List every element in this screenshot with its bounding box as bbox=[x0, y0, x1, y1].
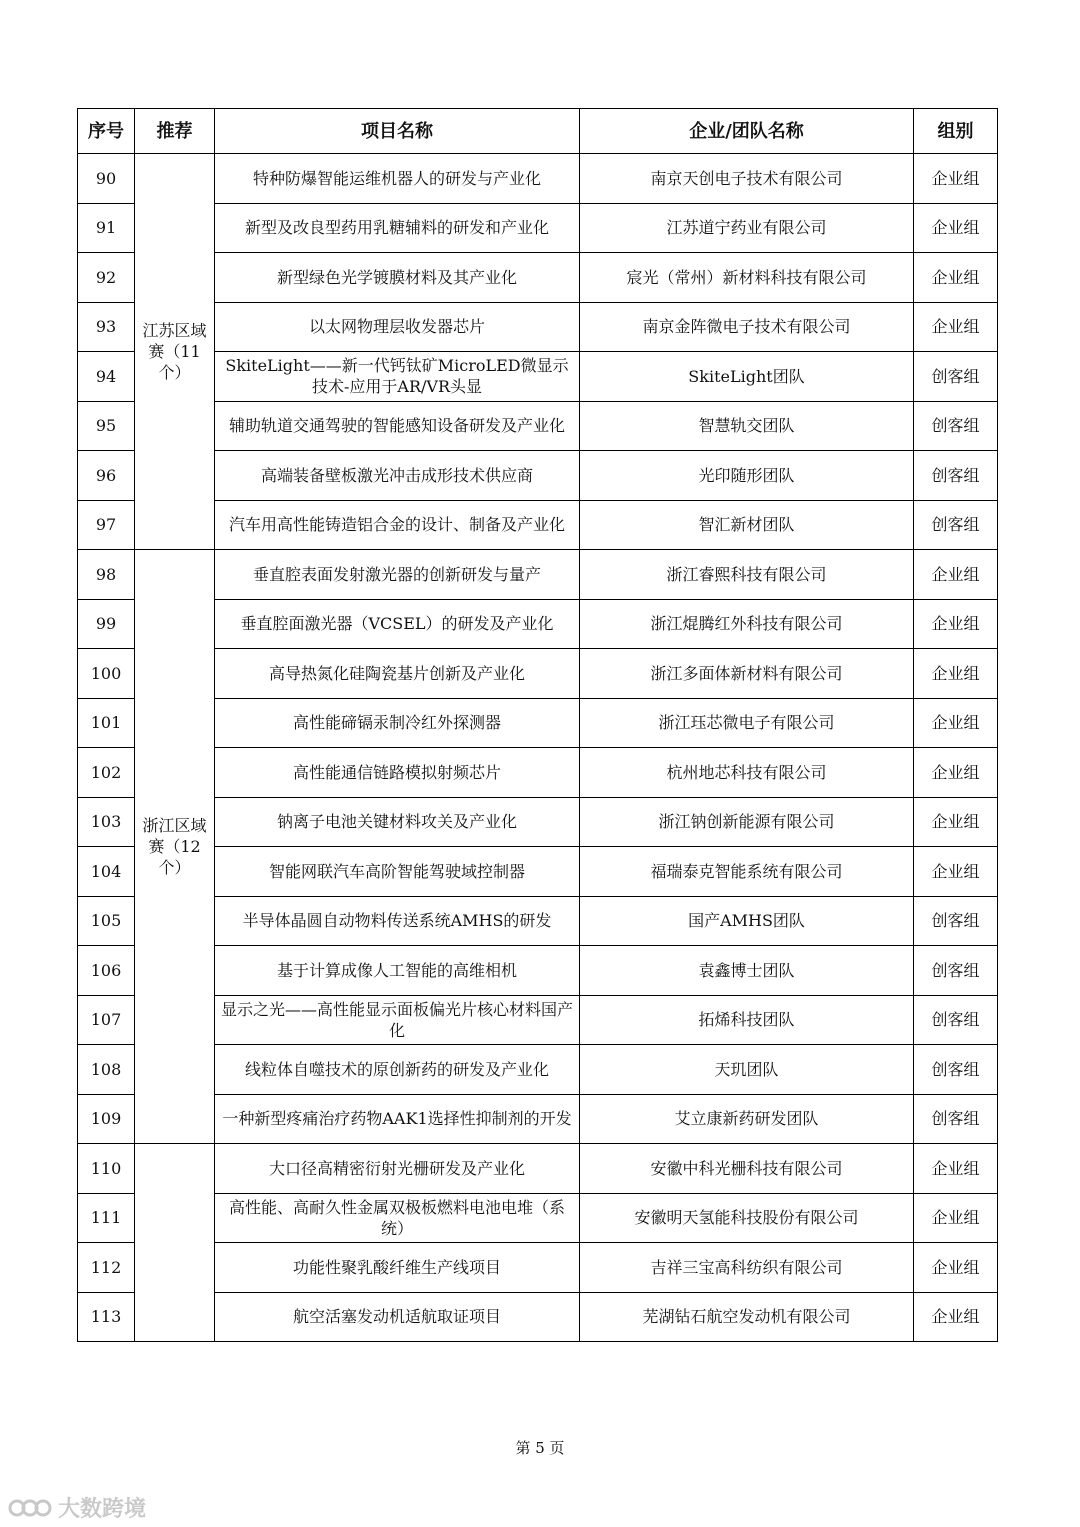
cell-project-name: 线粒体自噬技术的原创新药的研发及产业化 bbox=[215, 1045, 580, 1095]
cell-category: 企业组 bbox=[914, 797, 998, 847]
cell-project-name: 高性能、高耐久性金属双极板燃料电池电堆（系统） bbox=[215, 1193, 580, 1243]
cell-org-name: 南京天创电子技术有限公司 bbox=[580, 154, 914, 204]
cell-category: 创客组 bbox=[914, 1094, 998, 1144]
cell-org-name: 浙江焜腾红外科技有限公司 bbox=[580, 599, 914, 649]
cell-project-name: 辅助轨道交通驾驶的智能感知设备研发及产业化 bbox=[215, 401, 580, 451]
cell-project-name: 高导热氮化硅陶瓷基片创新及产业化 bbox=[215, 649, 580, 699]
table-header-row bbox=[78, 109, 998, 154]
cell-project-name: 垂直腔表面发射激光器的创新研发与量产 bbox=[215, 550, 580, 600]
table-row bbox=[78, 946, 998, 996]
cell-project-name: 垂直腔面激光器（VCSEL）的研发及产业化 bbox=[215, 599, 580, 649]
cell-project-name: 智能网联汽车高阶智能驾驶域控制器 bbox=[215, 847, 580, 897]
cell-category: 企业组 bbox=[914, 698, 998, 748]
table-row bbox=[78, 797, 998, 847]
table-row bbox=[78, 352, 998, 402]
table-row bbox=[78, 1094, 998, 1144]
cell-category: 企业组 bbox=[914, 1292, 998, 1342]
cell-serial: 98 bbox=[78, 550, 135, 600]
cell-org-name: 智汇新材团队 bbox=[580, 500, 914, 550]
project-table bbox=[77, 108, 998, 1342]
cell-serial: 101 bbox=[78, 698, 135, 748]
table-row bbox=[78, 1144, 998, 1194]
cell-serial: 111 bbox=[78, 1193, 135, 1243]
cell-category: 创客组 bbox=[914, 995, 998, 1045]
cell-project-name: 航空活塞发动机适航取证项目 bbox=[215, 1292, 580, 1342]
cell-serial: 91 bbox=[78, 203, 135, 253]
cell-category: 创客组 bbox=[914, 500, 998, 550]
table-row bbox=[78, 847, 998, 897]
table-row bbox=[78, 500, 998, 550]
cell-project-name: 特种防爆智能运维机器人的研发与产业化 bbox=[215, 154, 580, 204]
cell-category: 创客组 bbox=[914, 1045, 998, 1095]
cell-category: 企业组 bbox=[914, 302, 998, 352]
watermark-logo-icon bbox=[8, 1496, 52, 1520]
cell-project-name: 基于计算成像人工智能的高维相机 bbox=[215, 946, 580, 996]
table-row bbox=[78, 649, 998, 699]
cell-serial: 103 bbox=[78, 797, 135, 847]
header-category: 组别 bbox=[914, 109, 998, 154]
cell-project-name: 高性能通信链路模拟射频芯片 bbox=[215, 748, 580, 798]
cell-category: 创客组 bbox=[914, 401, 998, 451]
cell-category: 创客组 bbox=[914, 352, 998, 402]
cell-category: 创客组 bbox=[914, 451, 998, 501]
table-row bbox=[78, 253, 998, 303]
cell-project-name: 半导体晶圆自动物料传送系统AMHS的研发 bbox=[215, 896, 580, 946]
cell-org-name: 袁鑫博士团队 bbox=[580, 946, 914, 996]
cell-serial: 97 bbox=[78, 500, 135, 550]
table-row bbox=[78, 698, 998, 748]
cell-project-name: 新型及改良型药用乳糖辅料的研发和产业化 bbox=[215, 203, 580, 253]
cell-org-name: 艾立康新药研发团队 bbox=[580, 1094, 914, 1144]
cell-serial: 105 bbox=[78, 896, 135, 946]
table-row bbox=[78, 1045, 998, 1095]
cell-serial: 94 bbox=[78, 352, 135, 402]
cell-project-name: 高性能碲镉汞制冷红外探测器 bbox=[215, 698, 580, 748]
table-row bbox=[78, 1292, 998, 1342]
cell-org-name: 浙江珏芯微电子有限公司 bbox=[580, 698, 914, 748]
header-recommend: 推荐 bbox=[135, 109, 215, 154]
table-row bbox=[78, 154, 998, 204]
cell-serial: 95 bbox=[78, 401, 135, 451]
cell-project-name: 显示之光——高性能显示面板偏光片核心材料国产化 bbox=[215, 995, 580, 1045]
table-row bbox=[78, 1193, 998, 1243]
cell-serial: 96 bbox=[78, 451, 135, 501]
cell-project-name: 高端装备壁板激光冲击成形技术供应商 bbox=[215, 451, 580, 501]
cell-category: 企业组 bbox=[914, 1243, 998, 1293]
cell-project-name: 功能性聚乳酸纤维生产线项目 bbox=[215, 1243, 580, 1293]
table-row bbox=[78, 550, 998, 600]
table-row bbox=[78, 302, 998, 352]
cell-category: 企业组 bbox=[914, 550, 998, 600]
cell-recommend-group: 浙江区域赛（12个） bbox=[135, 550, 215, 1144]
header-project-name: 项目名称 bbox=[215, 109, 580, 154]
cell-project-name: 新型绿色光学镀膜材料及其产业化 bbox=[215, 253, 580, 303]
watermark bbox=[8, 1492, 146, 1523]
cell-org-name: 光印随形团队 bbox=[580, 451, 914, 501]
cell-serial: 106 bbox=[78, 946, 135, 996]
cell-project-name: 大口径高精密衍射光栅研发及产业化 bbox=[215, 1144, 580, 1194]
cell-project-name: 汽车用高性能铸造铝合金的设计、制备及产业化 bbox=[215, 500, 580, 550]
cell-category: 企业组 bbox=[914, 154, 998, 204]
cell-recommend-group bbox=[135, 1144, 215, 1342]
cell-org-name: 智慧轨交团队 bbox=[580, 401, 914, 451]
table-row bbox=[78, 748, 998, 798]
cell-category: 企业组 bbox=[914, 649, 998, 699]
cell-org-name: 福瑞泰克智能系统有限公司 bbox=[580, 847, 914, 897]
cell-serial: 112 bbox=[78, 1243, 135, 1293]
cell-org-name: 国产AMHS团队 bbox=[580, 896, 914, 946]
cell-category: 企业组 bbox=[914, 1144, 998, 1194]
cell-category: 企业组 bbox=[914, 1193, 998, 1243]
cell-org-name: 芜湖钻石航空发动机有限公司 bbox=[580, 1292, 914, 1342]
cell-serial: 90 bbox=[78, 154, 135, 204]
cell-category: 企业组 bbox=[914, 748, 998, 798]
cell-org-name: 南京金阵微电子技术有限公司 bbox=[580, 302, 914, 352]
cell-org-name: 浙江睿熙科技有限公司 bbox=[580, 550, 914, 600]
cell-serial: 110 bbox=[78, 1144, 135, 1194]
table-row bbox=[78, 995, 998, 1045]
cell-category: 创客组 bbox=[914, 946, 998, 996]
cell-org-name: 杭州地芯科技有限公司 bbox=[580, 748, 914, 798]
cell-org-name: SkiteLight团队 bbox=[580, 352, 914, 402]
cell-org-name: 宸光（常州）新材料科技有限公司 bbox=[580, 253, 914, 303]
cell-org-name: 安徽中科光栅科技有限公司 bbox=[580, 1144, 914, 1194]
cell-category: 企业组 bbox=[914, 203, 998, 253]
table-row bbox=[78, 451, 998, 501]
cell-serial: 107 bbox=[78, 995, 135, 1045]
cell-recommend-group: 江苏区域赛（11个） bbox=[135, 154, 215, 550]
cell-serial: 109 bbox=[78, 1094, 135, 1144]
cell-org-name: 安徽明天氢能科技股份有限公司 bbox=[580, 1193, 914, 1243]
table-row bbox=[78, 203, 998, 253]
cell-org-name: 浙江多面体新材料有限公司 bbox=[580, 649, 914, 699]
page-number: 第 5 页 bbox=[515, 1439, 565, 1457]
cell-serial: 92 bbox=[78, 253, 135, 303]
cell-serial: 104 bbox=[78, 847, 135, 897]
cell-serial: 108 bbox=[78, 1045, 135, 1095]
cell-org-name: 天玑团队 bbox=[580, 1045, 914, 1095]
header-org-name: 企业/团队名称 bbox=[580, 109, 914, 154]
cell-category: 创客组 bbox=[914, 896, 998, 946]
cell-project-name: 一种新型疼痛治疗药物AAK1选择性抑制剂的开发 bbox=[215, 1094, 580, 1144]
table-row bbox=[78, 896, 998, 946]
cell-serial: 100 bbox=[78, 649, 135, 699]
cell-serial: 99 bbox=[78, 599, 135, 649]
table-row bbox=[78, 401, 998, 451]
cell-project-name: 钠离子电池关键材料攻关及产业化 bbox=[215, 797, 580, 847]
cell-serial: 113 bbox=[78, 1292, 135, 1342]
header-serial: 序号 bbox=[78, 109, 135, 154]
cell-serial: 102 bbox=[78, 748, 135, 798]
cell-org-name: 吉祥三宝高科纺织有限公司 bbox=[580, 1243, 914, 1293]
cell-org-name: 浙江钠创新能源有限公司 bbox=[580, 797, 914, 847]
cell-category: 企业组 bbox=[914, 253, 998, 303]
cell-serial: 93 bbox=[78, 302, 135, 352]
watermark-text: 大数跨境 bbox=[58, 1497, 147, 1522]
cell-project-name: 以太网物理层收发器芯片 bbox=[215, 302, 580, 352]
cell-category: 企业组 bbox=[914, 599, 998, 649]
cell-category: 企业组 bbox=[914, 847, 998, 897]
cell-org-name: 江苏道宁药业有限公司 bbox=[580, 203, 914, 253]
table-row bbox=[78, 1243, 998, 1293]
cell-org-name: 拓烯科技团队 bbox=[580, 995, 914, 1045]
table-row bbox=[78, 599, 998, 649]
cell-project-name: SkiteLight——新一代钙钛矿MicroLED微显示技术-应用于AR/VR头显 bbox=[215, 352, 580, 402]
